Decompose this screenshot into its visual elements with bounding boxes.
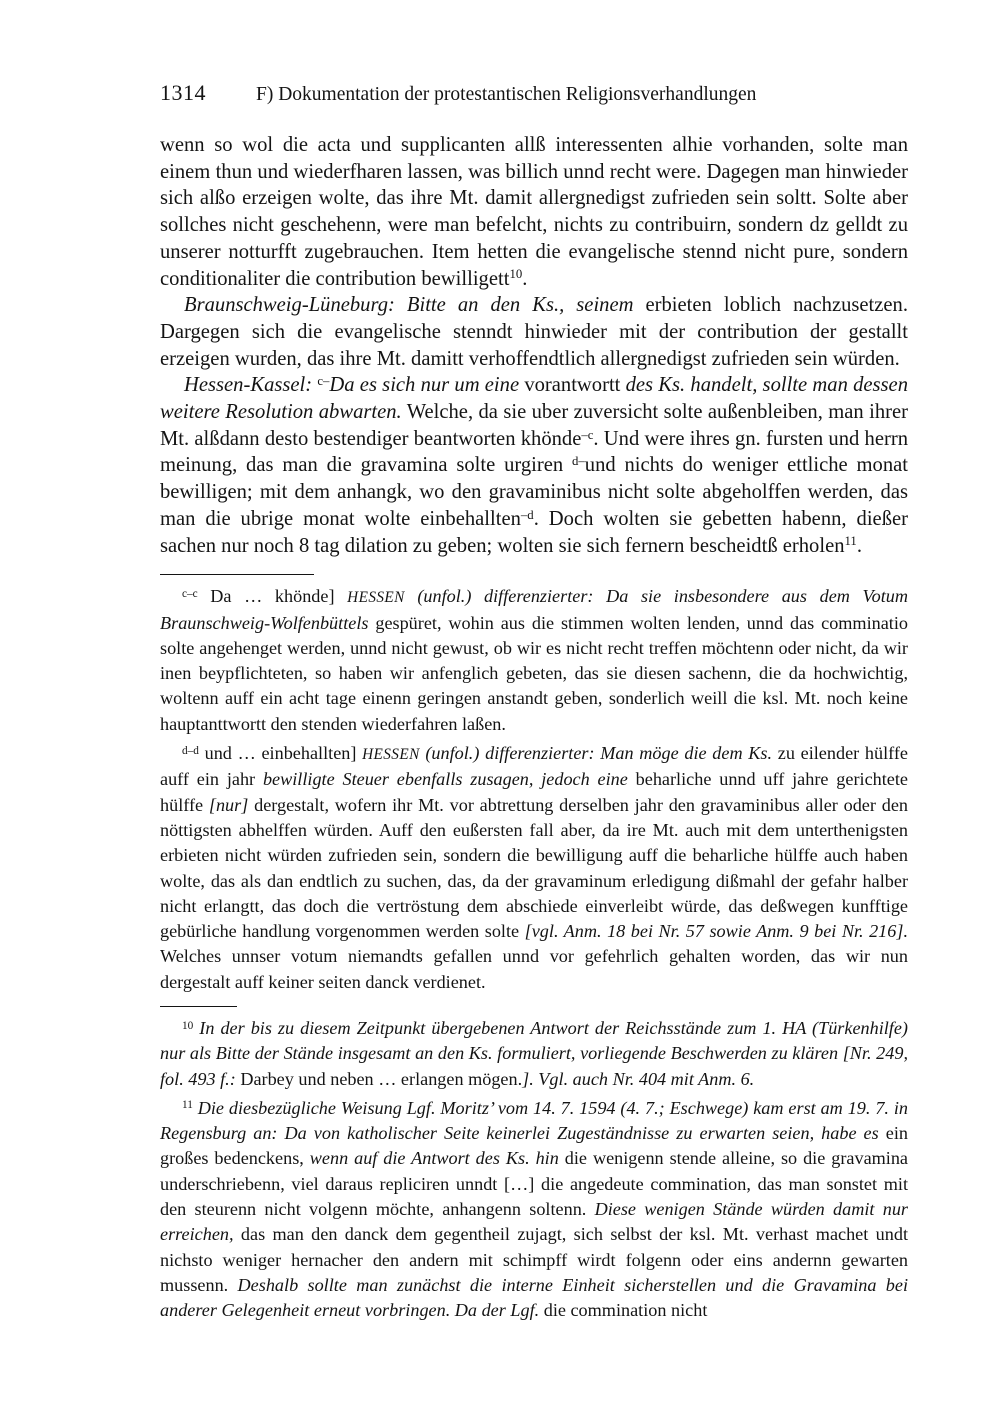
text-column — [160, 80, 908, 1324]
apparatus-separator-rule — [160, 574, 314, 575]
text-run: Deshalb sollte man zunächst die interne Einheit sicherstellen und die Gravamina bei anderer Gelegenheit erneut vorbringen. Da der Lgf. — [160, 1274, 908, 1321]
text-run: zu eilender hülffe auff ein jahr — [160, 743, 908, 790]
text-run: [nur] — [208, 794, 249, 815]
note-marker: 11 — [844, 534, 857, 549]
text-run: die commination nicht — [539, 1300, 708, 1321]
apparatus-note — [160, 741, 908, 995]
text-run: Hessen-Kassel: — [184, 374, 318, 397]
text-run: . — [522, 267, 528, 290]
text-run: Darbey und neben … erlangen mögen. — [235, 1068, 523, 1089]
text-run: und nichts do weniger ettliche monat bewilligen; mit dem anhangk, wo den gravaminibus nicht solte abgeholffen werden, das man die ubrige monat wolte einbehallten — [160, 454, 908, 530]
text-run: Welche, da sie uber zuversicht solte außenbleiben, man ihrer Mt. alßdann desto bestendiger beantworten khönde — [160, 401, 908, 450]
text-run: Braunschweig-Lüneburg: Bitte an den Ks., seinem — [184, 294, 634, 317]
text-run: dergestalt, wofern ihr Mt. vor abtrettung derselben jahr den gravaminibus aller oder den nöttigsten abhelffen würden. Auff den eußersten fall aber, da ire Mt. auch mit dem unterthenigsten erbieten nicht würden zufrieden sein, sondern die bewilligung auff die beharliche hülffe auch haben wolte, das als dan endtlich zu suchen, das, da der gravaminum erledigung dißmahl der gefahr halber nicht erlangtt, das doch die vertröstung dem abschiede einverleibt würde, das deßwegen kunfftige gebürliche handlung vorgenommen werden solte — [160, 794, 908, 942]
note-marker: 11 — [182, 1099, 193, 1112]
text-run: Da … khönde] — [197, 586, 348, 607]
body-paragraph — [160, 292, 908, 372]
page-number: 1314 — [160, 80, 206, 105]
note-marker: c–c — [182, 587, 198, 600]
footnote — [160, 1016, 908, 1092]
running-title: F) Dokumentation der protestantischen Religionsverhandlungen — [256, 84, 757, 105]
text-run: und … einbehallten] — [198, 743, 363, 764]
text-run: ein großes bedenckens, — [160, 1123, 908, 1169]
text-run: (unfol.) differenzierter: Da sie insbesondere aus dem Votum Braunschweig-Wolfenbüttels — [160, 586, 909, 633]
apparatus-note — [160, 584, 908, 737]
text-run: HESSEN — [362, 746, 420, 764]
text-run: . — [856, 534, 862, 557]
main-text — [160, 132, 908, 559]
page-header — [160, 80, 908, 106]
note-marker: –d — [520, 507, 534, 522]
text-run: . Doch wolten sie gebetten habenn, dießer sachen nur noch 8 tag dilation zu geben; wolten sie sich fernern bescheidtß erholen — [160, 507, 908, 557]
text-run: Die diesbezügliche Weisung Lgf. Moritz’ vom 14. 7. 1594 (4. 7.; Eschwege) kam erst am 19. 7. in Regensburg an: Da von katholischer Seite keinerlei Zugeständnisse zu erwarten seien, habe es — [160, 1097, 908, 1144]
text-run: ]. Vgl. auch Nr. 404 mit Anm. 6. — [522, 1068, 755, 1089]
text-run: wenn so wol die acta und supplicanten allß interessenten alhie vorhanden, solte man einem thun und wiederfharen lassen, was billich unnd recht were. Dagegen man hinwieder sich alßo erzeigen wolte, das ihre Mt. damit allergnedigst zufrieden sein soltt. Solte aber sollches nicht geschehenn, were man befelcht, nichts zu contribuirn, sondern dz gelldt zu unserer notturfft zugebrauchen. Item hetten die evangelische stennd nicht pure, sondern conditionaliter die contribution bewilligett — [160, 134, 908, 290]
text-run: die wenigenn stende alleine, so die gravamina underschriebenn, viel daraus repliciren unndt […] die angedeute commination, das man sonstet mit den steurenn nicht volgenn möchte, anhangenn soltenn. — [160, 1148, 909, 1220]
text-run: In der bis zu diesem Zeitpunkt übergebenen Antwort der Reichsstände zum 1. HA (Türkenhilfe) nur als Bitte der Stände insgesamt an den Ks. formuliert, vorliegende Beschwerden zu klären [Nr. 249, fol. 493 f.: — [160, 1018, 908, 1089]
note-marker: –c — [581, 427, 594, 442]
text-run: HESSEN — [347, 589, 405, 607]
text-run: gespüret, wohin aus die stimmen wolten lenden, unnd das comminatio solte angehenget werden, unnd nicht gewust, ob wir es nicht recht treffen möchtenn oder nicht, da wir inen beypflichteten, so haben wir anfenglich gebeten, das sie diesen sachenn, die da hochwichtig, woltenn auff ein acht tage einenn geringen anstandt geben, sonderlich weill die ksl. Mt. noch keine hauptanttwortt den stenden wiederfahren laßen. — [160, 612, 908, 734]
note-marker: c– — [317, 374, 330, 389]
body-paragraph — [160, 372, 908, 559]
text-run: (unfol.) differenzierter: Man möge die dem Ks. — [419, 743, 773, 764]
note-marker: d– — [572, 454, 585, 469]
apparatus-notes — [160, 584, 908, 995]
text-run: erbieten loblich nachzusetzen. Dargegen sich die evangelische stenndt hinwieder mit der contribution der gestallt erzeigen wurden, das ihre Mt. damitt verhoffendtlich allergnedigst zufrieden sein würden. — [160, 294, 909, 370]
body-paragraph — [160, 132, 908, 292]
text-run: beharliche unnd uff jahre gerichtete hülffe — [160, 769, 909, 815]
text-run: des Ks. handelt, sollte man dessen weitere Resolution abwarten. — [160, 374, 908, 424]
note-marker: 10 — [509, 267, 523, 282]
text-run: vorantwortt — [524, 374, 626, 397]
text-run: wenn auf die Antwort des Ks. hin — [309, 1148, 559, 1169]
note-marker: d–d — [182, 744, 199, 757]
text-run: Diese wenigen Stände würden damit nur erreichen, — [160, 1199, 908, 1245]
text-run: . Und were ihres gn. fursten und herrn meinung, das man die gravamina solte urgiren — [160, 427, 908, 477]
footnotes-section — [160, 1016, 908, 1324]
text-run: Welches unnser votum niemandts gefallen unnd vor gefehrlich gehalten worden, das wir nun dergestalt auff keiner seiten danck verdienet. — [160, 946, 908, 992]
text-run: bewilligte Steuer ebenfalls zusagen, jedoch eine — [262, 769, 628, 790]
text-run: [vgl. Anm. 18 bei Nr. 57 sowie Anm. 9 bei Nr. 216]. — [524, 921, 908, 942]
text-run: Da es sich nur um eine — [329, 374, 525, 397]
note-marker: 10 — [182, 1019, 194, 1032]
footnote — [160, 1096, 908, 1324]
text-run: das man den danck dem gegentheil zujagt, sich selbst der ksl. Mt. verhast machet undt nichsto weniger hernacher den andern mit schimpff wirdt folgenn oder eins andernn gewarten mussenn. — [160, 1224, 908, 1295]
footnote-separator-rule — [160, 1006, 237, 1007]
